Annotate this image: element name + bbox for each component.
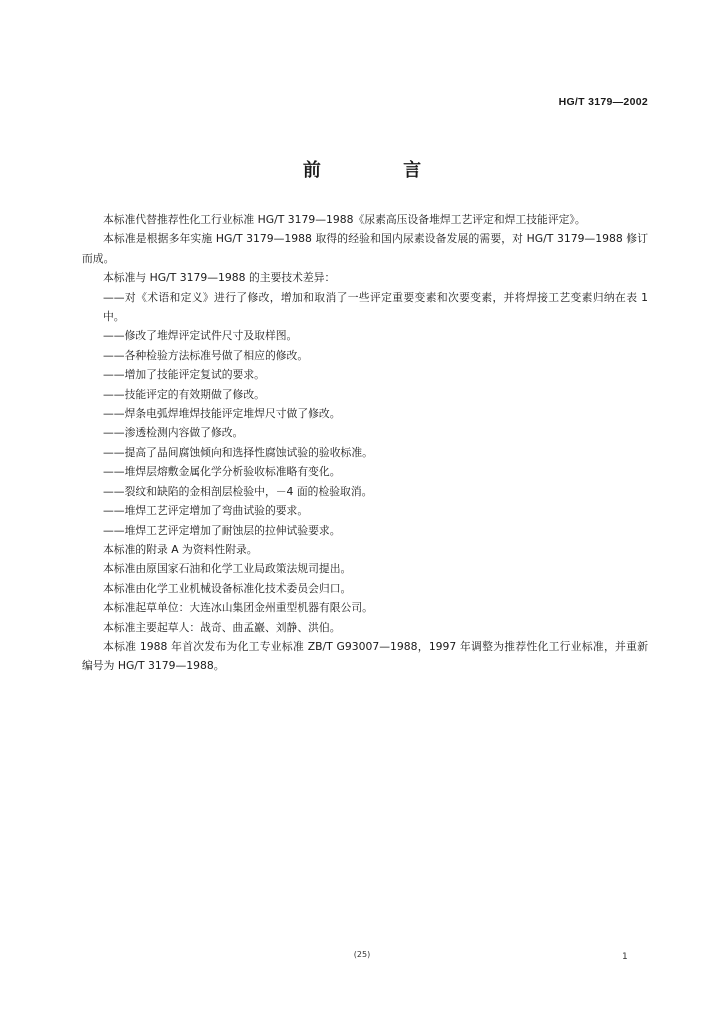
closing-paragraph: 本标准起草单位：大连冰山集团金州重型机器有限公司。 bbox=[103, 601, 373, 615]
closing-paragraph: 本标准由化学工业机械设备标准化技术委员会归口。 bbox=[103, 581, 352, 595]
change-item: ——焊条电弧焊堆焊技能评定堆焊尺寸做了修改。 bbox=[103, 407, 341, 421]
change-item: ——堆焊工艺评定增加了耐蚀层的拉伸试验要求。 bbox=[103, 523, 341, 537]
paragraph: 本标准与 HG/T 3179—1988 的主要技术差异： bbox=[103, 271, 336, 285]
change-item: ——裂纹和缺陷的金相剖层检验中，－4 面的检验取消。 bbox=[103, 484, 373, 498]
change-item: ——各种检验方法标准号做了相应的修改。 bbox=[103, 348, 309, 362]
change-item: ——增加了技能评定复试的要求。 bbox=[103, 368, 265, 382]
paragraph: 本标准是根据多年实施 HG/T 3179—1988 取得的经验和国内尿素设备发展的需要，对 HG/T 3179—1988 修订而成。 bbox=[82, 232, 648, 265]
change-item: ——堆焊工艺评定增加了弯曲试验的要求。 bbox=[103, 504, 309, 518]
page-title: 前 言 bbox=[302, 160, 460, 181]
closing-paragraph: 本标准 1988 年首次发布为化工专业标准 ZB/T G93007—1988，1997 年调整为推荐性化工行业标准，并重新编号为 HG/T 3179—1988。 bbox=[82, 639, 648, 673]
closing-paragraph: 本标准主要起草人：战奇、曲孟巖、刘静、洪伯。 bbox=[103, 620, 341, 634]
change-item: ——修改了堆焊评定试件尺寸及取样图。 bbox=[103, 329, 298, 343]
change-item: ——技能评定的有效期做了修改。 bbox=[103, 387, 265, 401]
change-item: ——对《术语和定义》进行了修改，增加和取消了一些评定重要变素和次要变素，并将焊接工艺变素归纳在表 1 中。 bbox=[103, 290, 648, 324]
change-item: ——渗透检测内容做了修改。 bbox=[103, 426, 244, 440]
change-item: ——提高了晶间腐蚀倾向和选择性腐蚀试验的验收标准。 bbox=[103, 445, 373, 459]
closing-paragraph: 本标准由原国家石油和化学工业局政策法规司提出。 bbox=[103, 562, 352, 576]
paragraph: 本标准代替推荐性化工行业标准 HG/T 3179—1988《尿素高压设备堆焊工艺评定和焊工技能评定》。 bbox=[103, 213, 586, 226]
closing-paragraph: 本标准的附录 A 为资料性附录。 bbox=[103, 542, 258, 556]
document-body bbox=[82, 210, 648, 676]
corner-mark: 1 bbox=[622, 952, 628, 962]
standard-code: HG/T 3179—2002 bbox=[558, 96, 648, 108]
change-item: ——堆焊层熔敷金属化学分析验收标准略有变化。 bbox=[103, 465, 341, 479]
page-number: (25) bbox=[353, 950, 371, 959]
